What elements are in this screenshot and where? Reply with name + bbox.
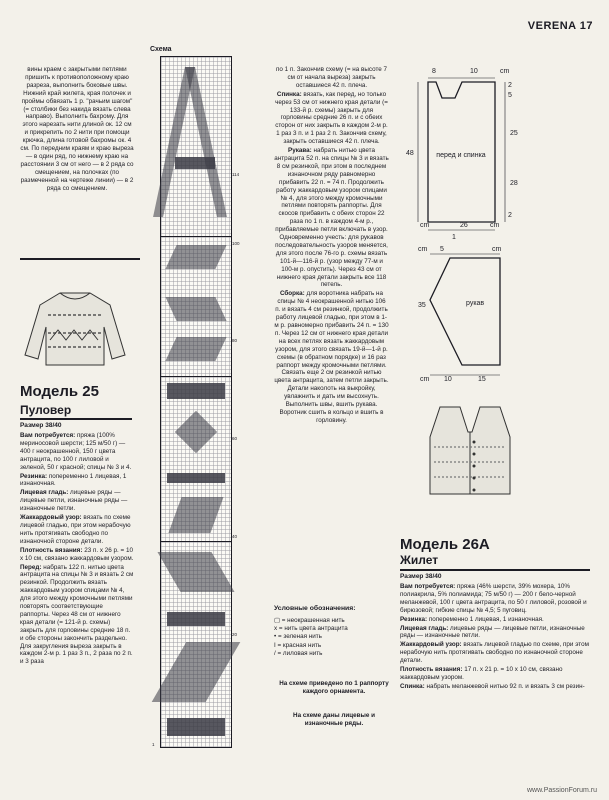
instruction-paragraph: Лицевая гладь: лицевые ряды — лицевые петли, изнаночные ряды — изнаночные петли.	[20, 489, 130, 513]
sleeve-pattern-diagram	[400, 240, 590, 390]
instruction-paragraph: Жаккардовый узор: вязать по схеме лицевой гладью, при этом нерабочую нить протягивать свободно по изнаночной стороне детали.	[20, 514, 133, 545]
legend-list	[274, 617, 348, 658]
page-header-title: VERENA 17	[527, 20, 593, 32]
diagram-label: 28	[510, 180, 518, 187]
diagram-label: 15	[478, 376, 486, 383]
diagram-label: 2	[508, 82, 512, 89]
legend-item: / = лиловая нить	[274, 649, 323, 657]
diagram-label: 25	[510, 130, 518, 137]
watermark: www.PassionForum.ru	[526, 787, 597, 794]
model-26a-size: Размер 38/40	[400, 573, 442, 580]
instruction-paragraph: Перед: набрать 122 п. нитью цвета антрацита на спицы № 3 и вязать 2 см резинкой. Продолжить вязать жаккардовым узором спицами № 4, для этого между кромочными петлями повторять соответствующие раппорты. Через 48 см от нижнего края детали (= 121-й р. схемы) закрыть для горловины средние 18 п. и обе стороны закончить раздельно. Для закругления выреза закрыть в каждом 2-м р. 1 раз 3 п., 2 раза по 2 п. и 3 раза	[20, 563, 136, 666]
divider	[20, 258, 140, 260]
instruction-paragraph: Рукава: набрать нитью цвета антрацита 52 п. на спицы № 3 и вязать 8 см резинкой, при этом в последнем изнаночном ряду равномерно прибавить 22 п. = 74 п. Продолжить работу жаккардовым узором спицами № 4, для этого между кромочными петлями повторять раппорты. Для скосов прибавить с обеих сторон 22 раза по 1 п. в каждом 4-м р., прибавляемые петли включать в узор. Одновременно учесть: для рукавов последовательность узоров меняется, для этого после 76-го р. схемы вязать 101-й—116-й р. (узор между 77-м и 100-м р. опустить). Через 43 см от нижнего края детали закрыть все 118 петель.	[274, 147, 391, 289]
row-number: 80	[232, 338, 238, 343]
diagram-label: 8	[432, 68, 436, 75]
col1-continued-text	[20, 66, 134, 194]
chart-top-section	[160, 56, 232, 238]
instruction-paragraph: Жаккардовый узор: вязать лицевой гладью по схеме, при этом нерабочую нить протягивать свободно по изнаночной стороне детали.	[400, 641, 591, 665]
diagram-label: cm	[420, 222, 430, 229]
diagram-label: 48	[406, 150, 414, 157]
chart-bottom-section	[160, 541, 232, 748]
diagram-center-label: перед и спинка	[436, 152, 486, 159]
schema-note: На схеме приведено по 1 раппорту каждого орнамента.	[279, 680, 389, 695]
instruction-paragraph: Сборка: для воротника набрать на спицы № 4 неокрашенной нитью 106 п. и вязать 4 см резинкой, продолжить работу лицевой гладью, при этом в 1-м р. равномерно прибавить 24 п. = 130 п. Через 12 см от нижнего края детали на всех петлях вязать жаккардовым узором, для этого связать 19-й—1-й р. схемы (в обратном порядке) и 16 раз раппорт между кромочными петлями. Связать еще 2 см резинкой нитью цвета антрацита, затем петли закрыть. Детали наколоть на выкройку, увлажнить и дать им высохнуть. Выполнить швы, вшить рукава. Воротник сшить в кольцо и вшить в горловину.	[274, 290, 391, 424]
row-number: 1	[152, 742, 155, 747]
instruction-paragraph: Резинка: попеременно 1 лицевая, 1 изнаночная.	[400, 615, 544, 623]
diagram-label: 10	[470, 68, 478, 75]
pullover-sketch	[20, 285, 130, 370]
row-number: 40	[232, 534, 238, 539]
vest-sketch	[420, 402, 530, 502]
diagram-label: 26	[460, 222, 468, 229]
model-26a-name: Жилет	[400, 553, 439, 567]
diagram-label: cm	[418, 246, 428, 253]
model-26a-instructions	[400, 583, 590, 692]
col1-paragraph: вины краем с закрытыми петлями пришить к противоположному краю разреза, выполнить боковые швы. Нижний край жилета, края полочек и проймы обвязать 1 р. "рачьим шагом" (= столбики без накида вязать слева направо). Выполнить бахрому. Для этого нарезать нити длиной ок. 12 см и прикрепить по 2 нити при помощи крючка, длина готовой бахромы ок. 4 см. По передним краям и краю выреза — в один ряд, по нижнему краю на расстоянии 3 см от него — в 2 ряда со смещением, на полочках (по размеченной на чертеже линии) — в 2 ряда со смещением.	[20, 66, 136, 192]
diagram-label: cm	[500, 68, 510, 75]
diagram-label: 5	[440, 246, 444, 253]
legend-item: • = зеленая нить	[274, 633, 322, 641]
row-number: 114	[232, 172, 240, 177]
instruction-paragraph: по 1 п. Закончив схему (= на высоте 7 см от начала выреза) закрыть оставшиеся 42 п. плеча.	[275, 66, 389, 89]
schema-label: Схема	[150, 46, 172, 53]
instruction-paragraph: Плотность вязания: 23 п. x 26 р. = 10 x 10 см, связано жаккардовым узором.	[20, 546, 135, 562]
model-25-number: Модель 25	[20, 383, 99, 400]
instruction-paragraph: Лицевая гладь: лицевые ряды — лицевые петли, изнаночные ряды — изнаночные петли.	[400, 624, 587, 640]
diagram-center-label: рукав	[466, 300, 485, 307]
model-25-size: Размер 38/40	[20, 422, 62, 429]
instruction-paragraph: Вам потребуется: пряжа (46% шерсти, 39% мохера, 10% полиакрила, 5% полиамида; 75 м/50 г) — 200 г бело-черной меланжевой, 100 г цвета антрацита, по 50 г лиловой, розовой и бирюзовой; гибкие спицы № 4,5; 5 пуговиц.	[400, 583, 589, 614]
instruction-paragraph: Спинка: вязать, как перед, но только через 53 см от нижнего края детали (= 133-й р. схемы) закрыть для горловины средние 26 п. и с обеих сторон от них закрыть в каждом 2-м р. 1 раз 3 п. и 1 раз 2 п. Закончив схему, закрыть оставшиеся 42 п. плеча.	[275, 90, 390, 146]
legend-item: ▢ = неокрашенная нить	[274, 617, 345, 624]
instruction-paragraph: Плотность вязания: 17 п. x 21 р. = 10 x 10 см, связано жаккардовым узором.	[400, 666, 565, 681]
body-pattern-diagram	[400, 70, 590, 240]
diagram-label: cm	[420, 376, 430, 383]
divider	[20, 418, 132, 420]
instruction-paragraph: Спинка: набрать меланжевой нитью 92 п. и вязать 3 см резин-	[400, 682, 585, 690]
legend-item: x = нить цвета антрацита	[274, 625, 348, 633]
diagram-label: 5	[508, 92, 512, 99]
chart-middle-section	[160, 236, 232, 378]
diagram-label: 1	[452, 234, 456, 241]
col3-instructions	[274, 66, 389, 426]
diagram-label: 10	[444, 376, 452, 383]
diagram-label: 2	[508, 212, 512, 219]
legend-item: I = красная нить	[274, 641, 322, 649]
model-25-name: Пуловер	[20, 403, 72, 417]
legend-title: Условные обозначения:	[274, 605, 356, 612]
instruction-paragraph: Резинка: попеременно 1 лицевая, 1 изнаночная.	[20, 472, 129, 488]
diagram-label: cm	[492, 246, 502, 253]
row-number: 60	[232, 436, 238, 441]
model-25-instructions	[20, 432, 134, 667]
row-number: 100	[232, 241, 240, 246]
instruction-paragraph: Вам потребуется: пряжа (100% мериносовой шерсти; 125 м/50 г) — 400 г неокрашенной, 150 г цвета антрацита, по 100 г лиловой и зеленой, 50 г красной; спицы № 3 и 4.	[20, 432, 132, 471]
divider	[400, 569, 590, 571]
diagram-label: cm	[490, 222, 500, 229]
diagram-label: 35	[418, 302, 426, 309]
schema-note: На схеме даны лицевые и изнаночные ряды.	[293, 712, 375, 727]
model-26a-number: Модель 26А	[400, 536, 490, 553]
chart-lower-section	[160, 376, 232, 543]
row-number: 20	[232, 632, 238, 637]
